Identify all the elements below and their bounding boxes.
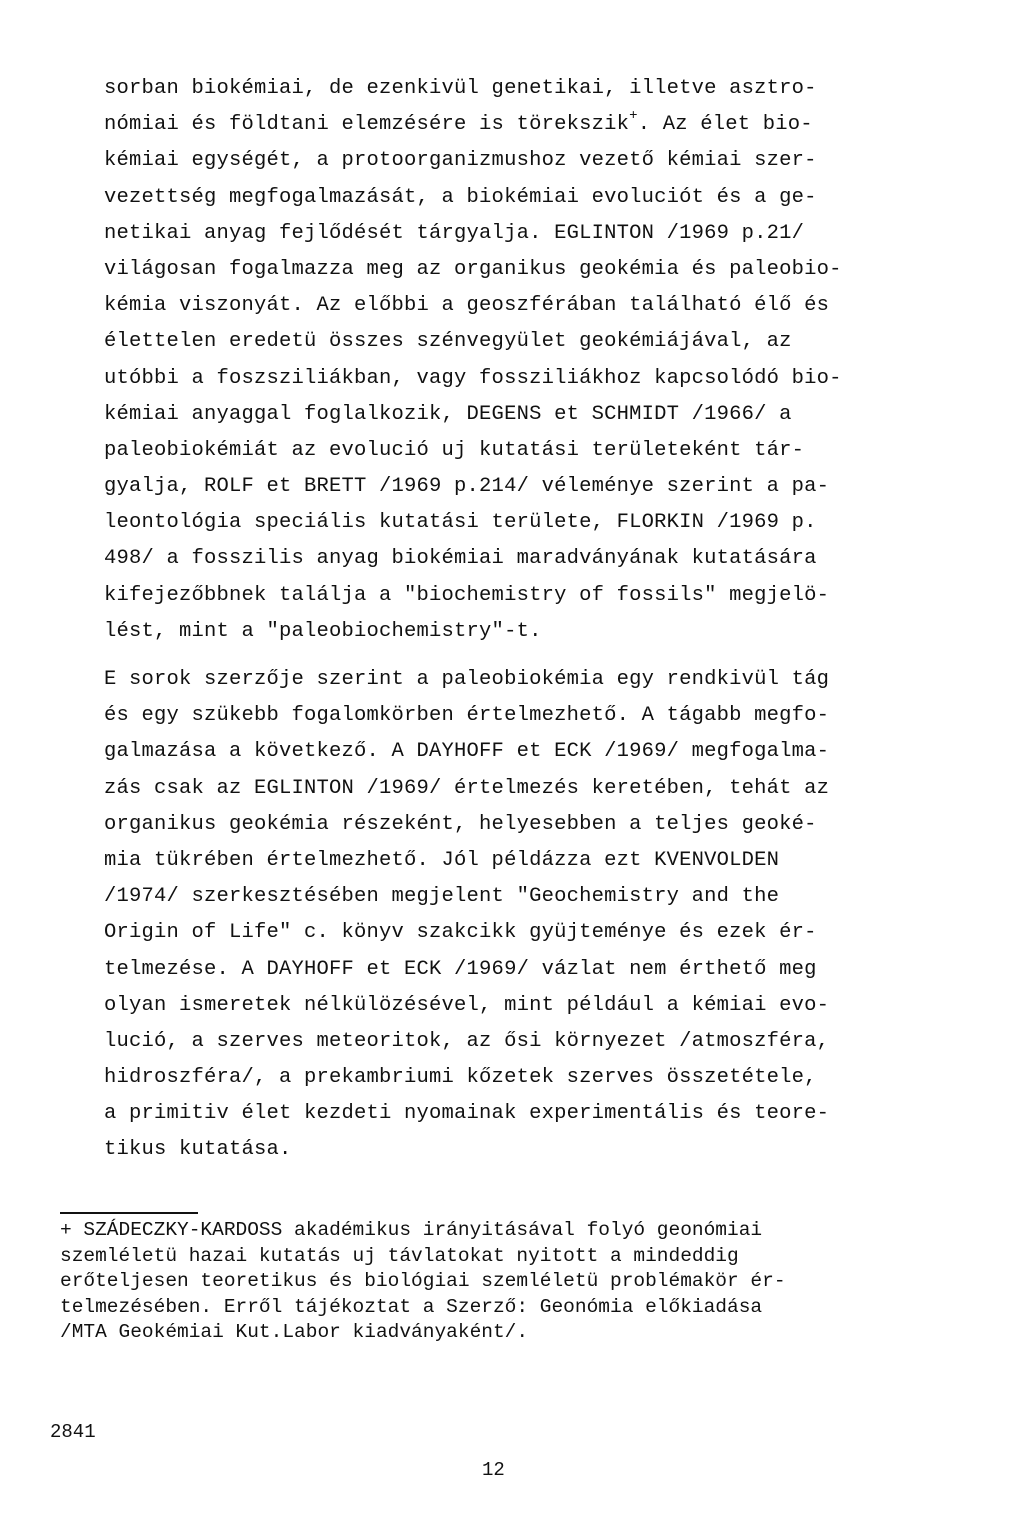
page-number: 12 [482,1459,505,1481]
text-line: élettelen eredetü összes szénvegyület geokémiájával, az [104,330,792,354]
text-line: gyalja, ROLF et BRETT /1969 p.214/ véleménye szerint a pa- [104,475,830,499]
text-line: kémiai anyaggal foglalkozik, DEGENS et SCHMIDT /1966/ a [104,402,792,426]
text-line: hidroszféra/, a prekambriumi kőzetek szerves összetétele, [104,1066,817,1090]
text-line: paleobiokémiát az evolució uj kutatási területeként tár- [104,438,805,462]
text-line: telmezése. A DAYHOFF et ECK /1969/ vázlat nem érthető meg [104,957,817,981]
text-line: kifejezőbbnek találja a "biochemistry of fossils" megjelö- [104,583,830,607]
text-line [104,107,964,143]
text-line: zás csak az EGLINTON /1969/ értelmezés keretében, tehát az [104,776,830,800]
text-line: tikus kutatása. [104,1138,292,1162]
text-line: organikus geokémia részeként, helyesebben a teljes geoké- [104,812,817,836]
text-line: kémia viszonyát. Az előbbi a geoszférában található élő és [104,294,830,318]
text-line: galmazása a következő. A DAYHOFF et ECK /1969/ megfogalma- [104,740,830,764]
footnote-divider [60,1212,198,1214]
text-line-part: . Az élet bio- [637,113,813,137]
body-paragraph-1 [104,71,964,650]
text-line: olyan ismeretek nélkülözésével, mint például a kémiai evo- [104,993,830,1017]
text-line-part: nómiai és földtani elemzésére is törekszik [104,113,630,137]
text-line: 498/ a fosszilis anyag biokémiai maradványának kutatására [104,547,817,571]
text-line: vezettség megfogalmazását, a biokémiai evoluciót és a ge- [104,185,817,209]
body-paragraph-2 [104,662,964,1169]
text-line: Origin of Life" c. könyv szakcikk gyüjteménye és ezek ér- [104,921,817,945]
footnote-marker: + [629,108,638,125]
text-line: netikai anyag fejlődését tárgyalja. EGLINTON /1969 p.21/ [104,221,805,245]
text-line: lést, mint a "paleobiochemistry"-t. [104,619,542,643]
text-line: sorban biokémiai, de ezenkivül genetikai, illetve asztro- [104,77,817,100]
text-line: kémiai egységét, a protoorganizmushoz vezető kémiai szer- [104,149,817,173]
text-line: utóbbi a foszsziliákban, vagy fossziliákhoz kapcsolódó bio- [104,366,842,390]
text-line: leontológia speciális kutatási területe, FLORKIN /1969 p. [104,511,817,535]
footnote-line: szemléletü hazai kutatás uj távlatokat nyitott a mindeddig [60,1244,739,1267]
footnote-line: telmezésében. Erről tájékoztat a Szerző: Geonómia előkiadása [60,1295,763,1318]
text-line: világosan fogalmazza meg az organikus geokémia és paleobio- [104,257,842,281]
text-line: /1974/ szerkesztésében megjelent "Geochemistry and the [104,885,780,909]
footnote-line: erőteljesen teoretikus és biológiai szemléletü problémakör ér- [60,1270,786,1292]
text-line: lució, a szerves meteoritok, az ősi környezet /atmoszféra, [104,1029,830,1053]
archive-number: 2841 [50,1421,96,1443]
footnote-line: + SZÁDECZKY-KARDOSS akadémikus irányitásával folyó geonómiai [60,1219,763,1241]
text-line: és egy szükebb fogalomkörben értelmezhető. A tágabb megfo- [104,704,830,728]
text-line: mia tükrében értelmezhető. Jól példázza ezt KVENVOLDEN [104,848,780,872]
footnote-line: /MTA Geokémiai Kut.Labor kiadványaként/. [60,1321,529,1343]
text-line: a primitiv élet kezdeti nyomainak experimentális és teore- [104,1102,830,1126]
footnote [60,1218,960,1346]
text-line: E sorok szerzője szerint a paleobiokémia egy rendkivül tág [104,668,830,691]
